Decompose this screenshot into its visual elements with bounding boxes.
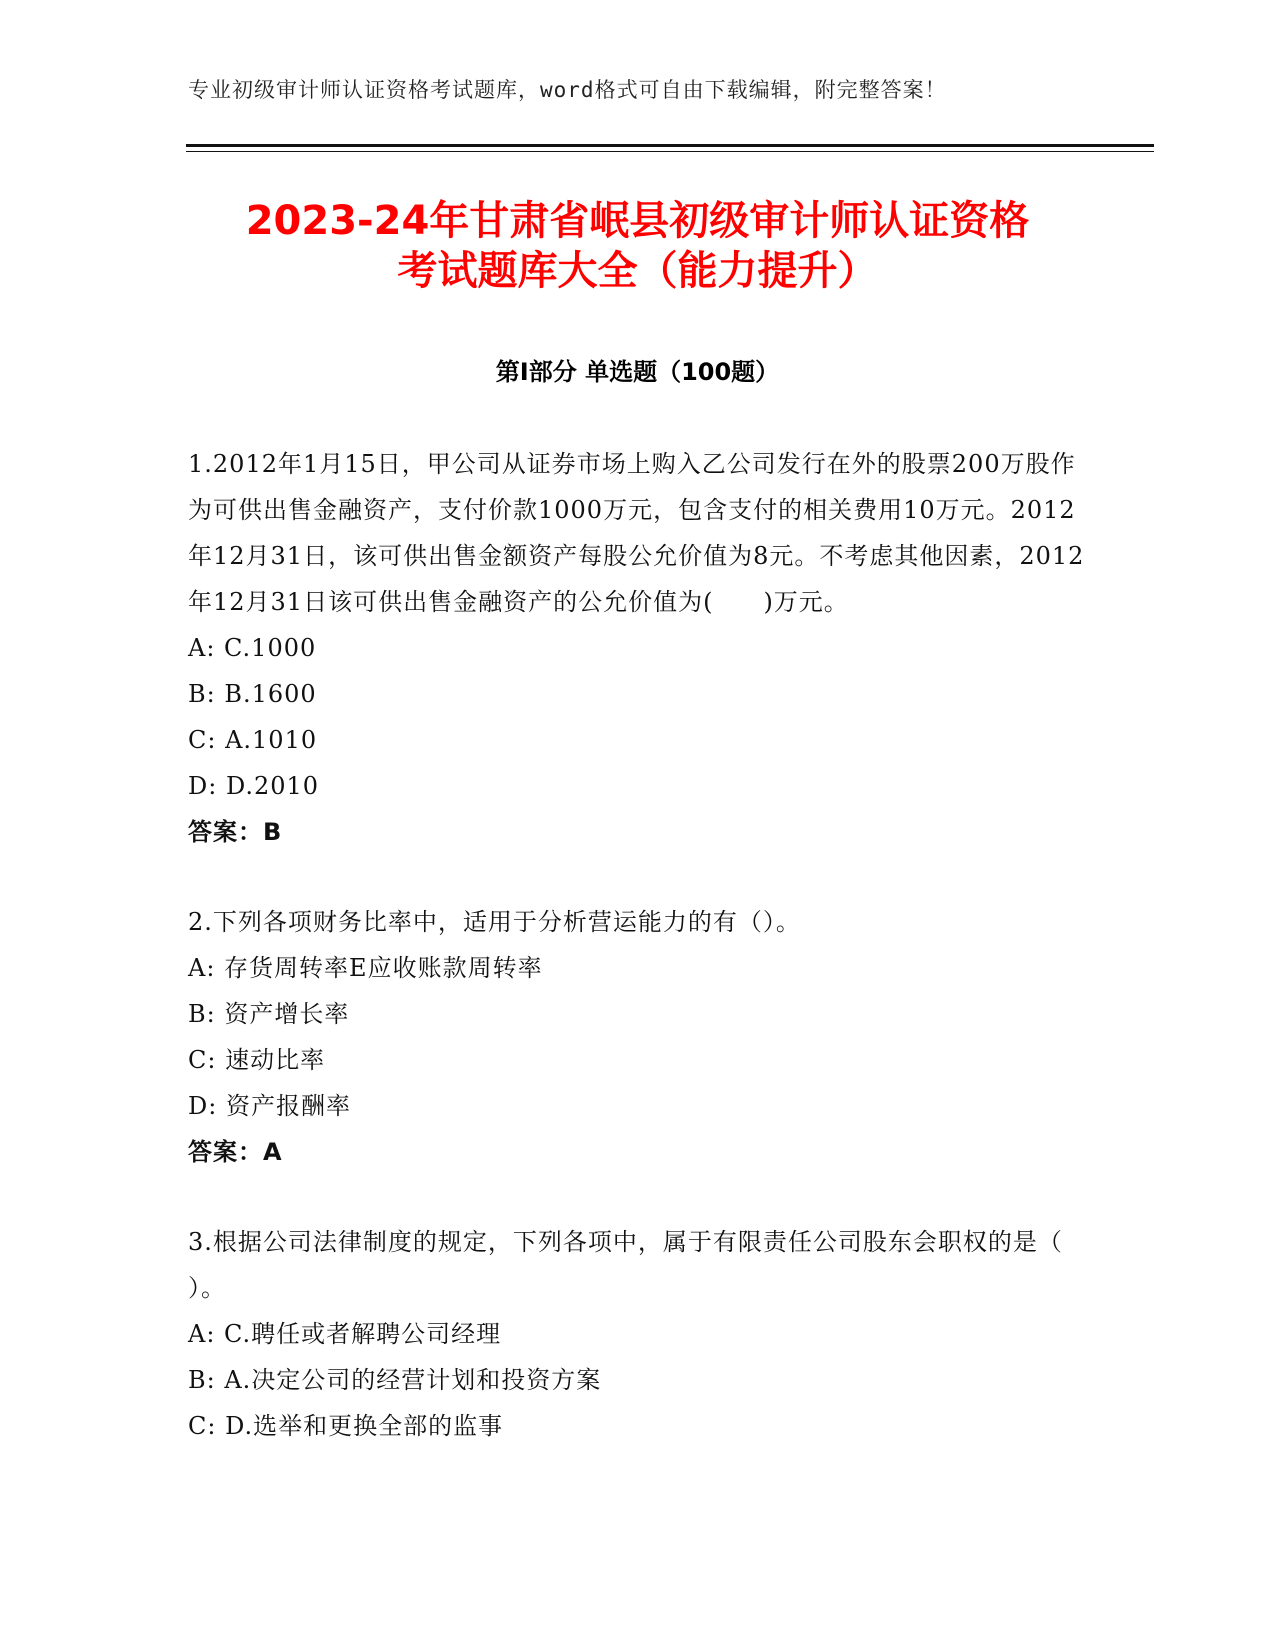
option-b: B: B.1600 (188, 680, 317, 708)
answer-label: 答案：A (188, 1138, 283, 1166)
header-rule (186, 144, 1154, 147)
document-title (150, 196, 1125, 296)
option-d: D: D.2010 (188, 772, 320, 800)
option-b: B: 资产增长率 (188, 1000, 350, 1028)
option-a: A: C.聘任或者解聘公司经理 (188, 1320, 502, 1348)
question-3 (188, 1219, 1088, 1449)
option-b: B: A.决定公司的经营计划和投资方案 (188, 1366, 602, 1394)
option-c: C: A.1010 (188, 726, 318, 754)
option-a: A: 存货周转率E应收账款周转率 (188, 954, 543, 982)
document-title-line1: 2023-24年甘肃省岷县初级审计师认证资格 (245, 198, 1030, 244)
option-d: D: 资产报酬率 (188, 1092, 351, 1120)
option-c: C: D.选举和更换全部的监事 (188, 1412, 504, 1440)
answer-label: 答案：B (188, 818, 283, 846)
question-list (188, 441, 1088, 1493)
question-stem: 3.根据公司法律制度的规定，下列各项中，属于有限责任公司股东会职权的是（ ）。 (188, 1228, 1063, 1302)
option-a: A: C.1000 (188, 634, 317, 662)
section-title: 第Ⅰ部分 单选题（100题） (495, 358, 780, 386)
question-stem: 2.下列各项财务比率中，适用于分析营运能力的有（）。 (188, 908, 801, 936)
question-1 (188, 441, 1088, 855)
document-title-line2: 考试题库大全（能力提升） (397, 248, 878, 294)
header-note: 专业初级审计师认证资格考试题库，word格式可自由下载编辑，附完整答案！ (188, 78, 947, 102)
question-stem: 1.2012年1月15日，甲公司从证券市场上购入乙公司发行在外的股票200万股作为可供出售金融资产，支付价款1000万元，包含支付的相关费用10万元。2012年12月31日，该可供出售金额资产每股公允价值为8元。不考虑其他因素，2012年12月31日该可供出售金融资产的公允价值为( )万元。 (188, 450, 1085, 616)
question-2 (188, 899, 1088, 1175)
header-rule-thin (186, 151, 1154, 152)
option-c: C: 速动比率 (188, 1046, 326, 1074)
